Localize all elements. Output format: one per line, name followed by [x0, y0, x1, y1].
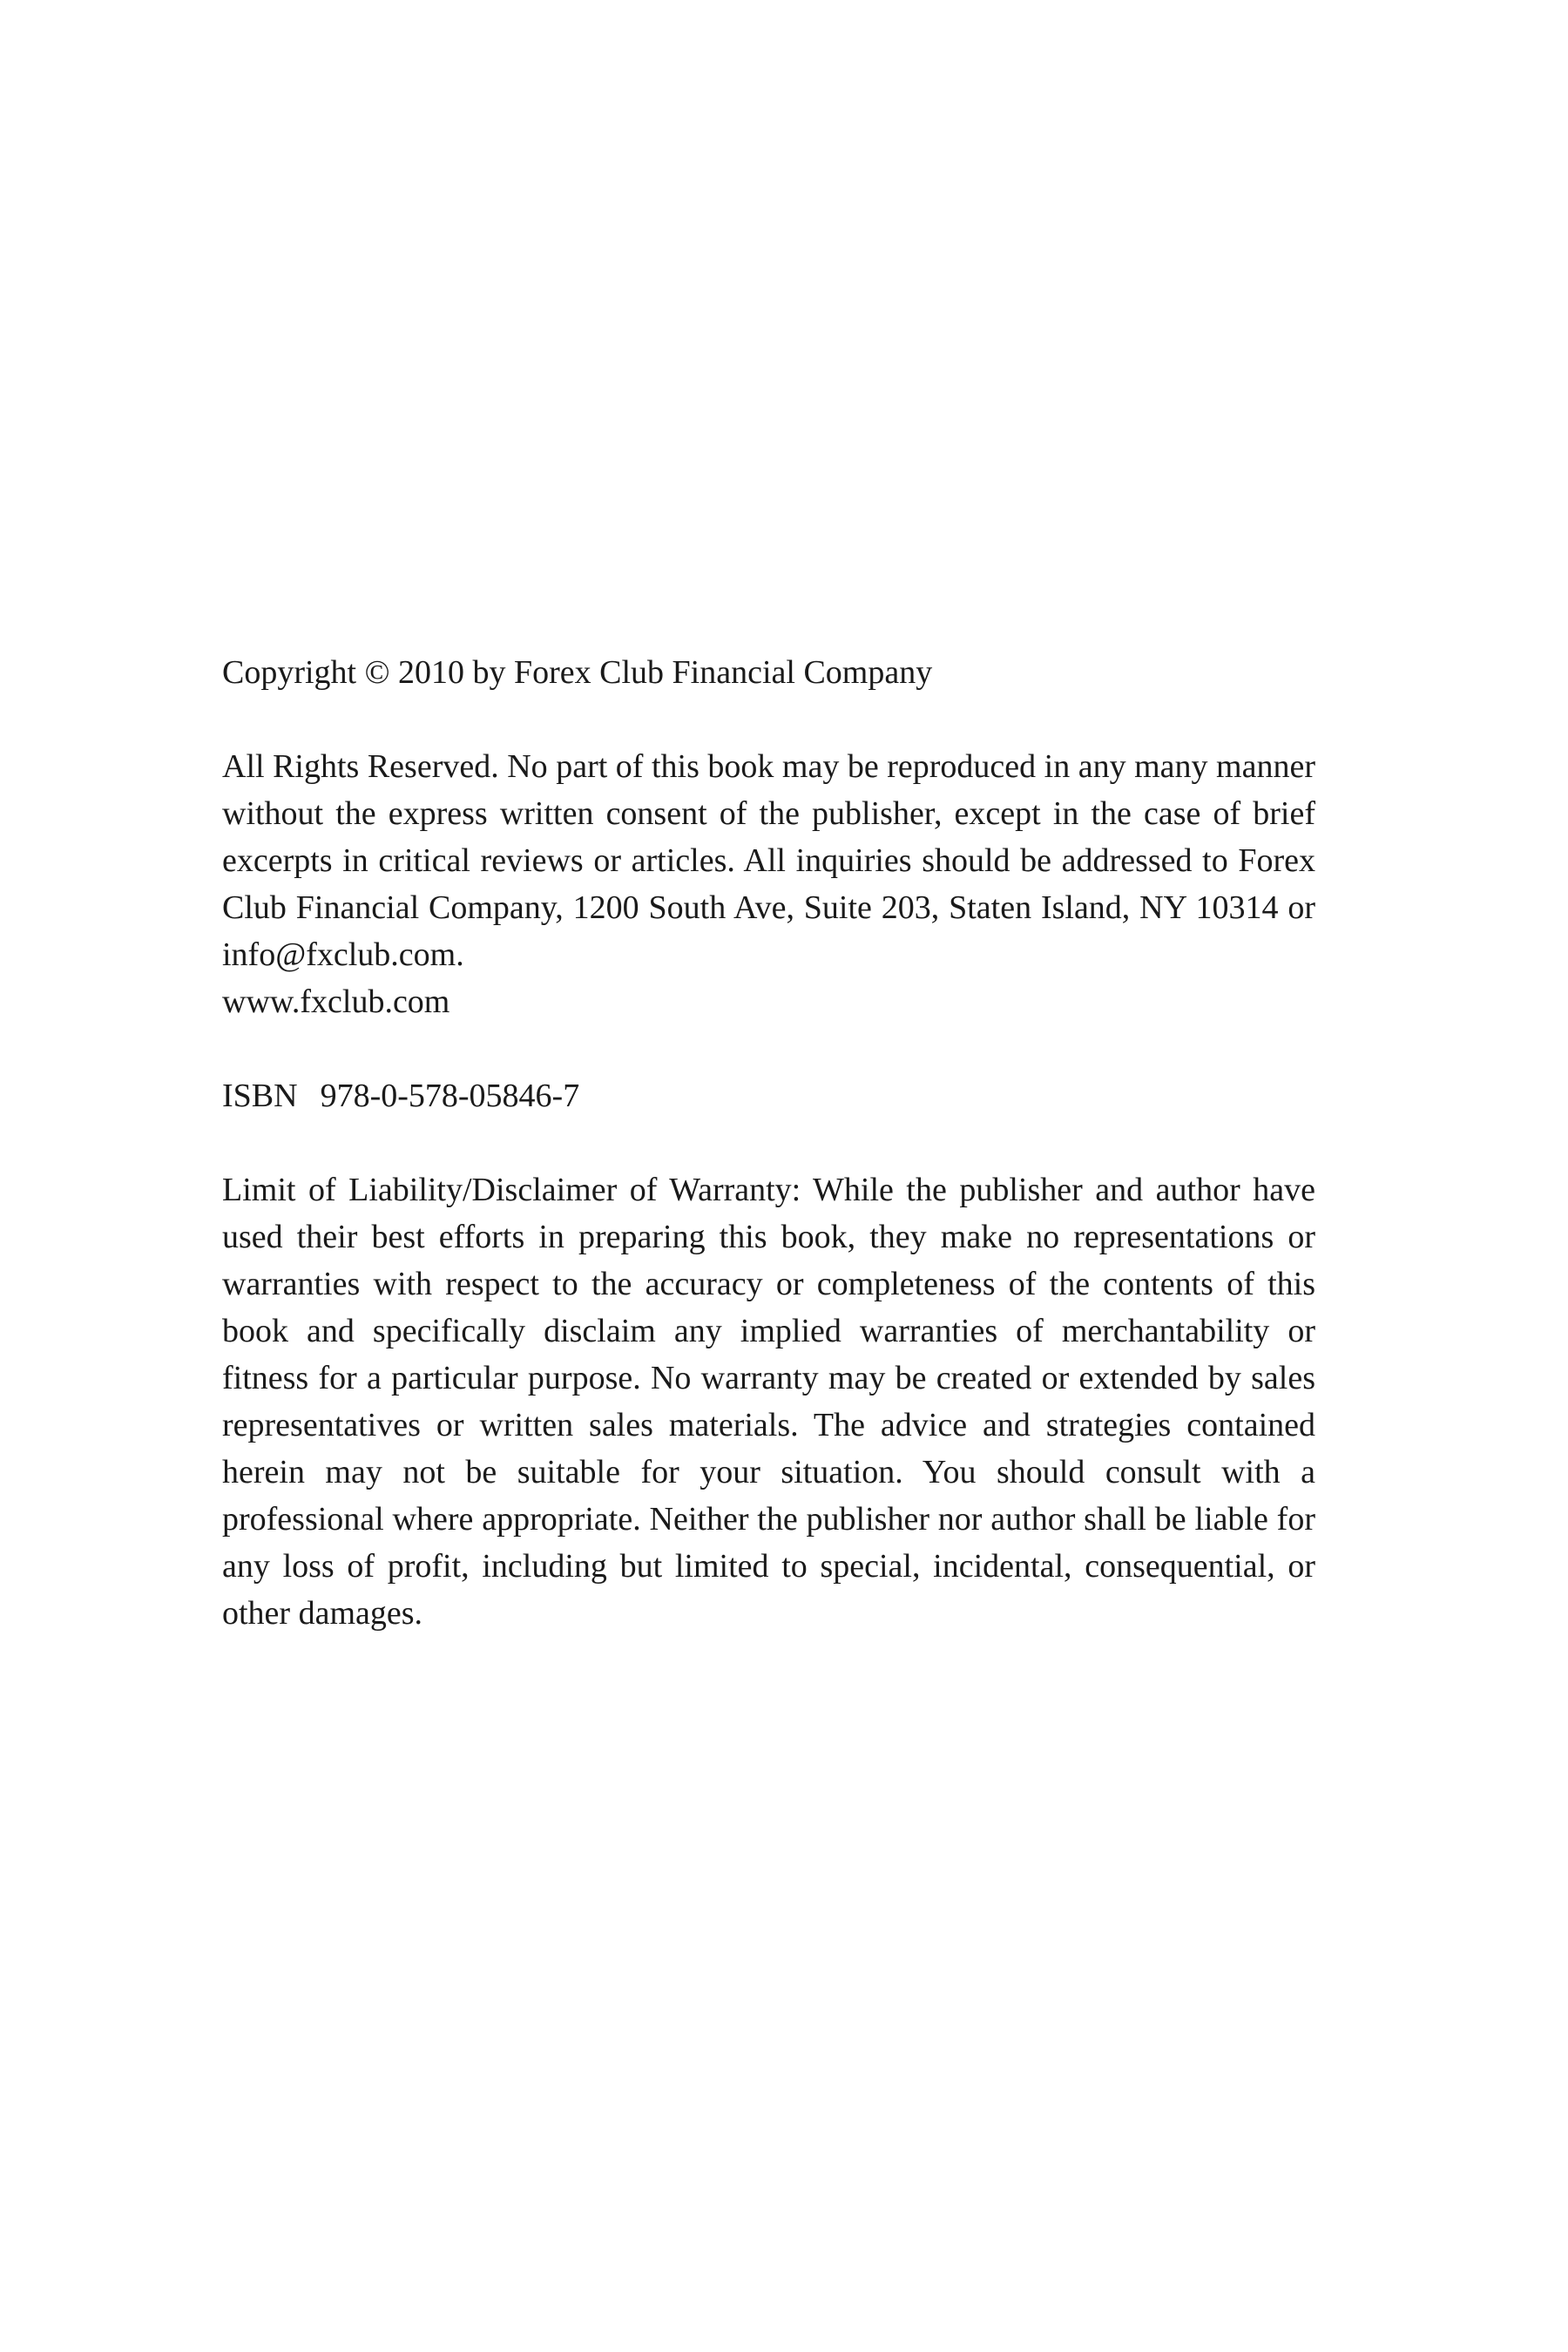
- isbn-label: ISBN: [222, 1078, 298, 1114]
- rights-paragraph: [222, 743, 1315, 1025]
- rights-text: All Rights Reserved. No part of this book may be reproduced in any many manner without the express written consent of the publisher, except in the case of brief excerpts in critical reviews or articles. All inquiries should be addressed to Forex Club Financial Company, 1200 South Ave, Suite 203, Staten Island, NY 10314 or info@fxclub.com.: [222, 748, 1315, 973]
- disclaimer-paragraph: Limit of Liability/Disclaimer of Warranty: While the publisher and author have used their best efforts in preparing this book, they make no representations or warranties with respect to the accuracy or completeness of the contents of this book and specifically disclaim any implied warranties of merchantability or fitness for a particular purpose. No warranty may be created or extended by sales representatives or written sales materials. The advice and strategies contained herein may not be suitable for your situation. You should consult with a professional where appropriate. Neither the publisher nor author shall be liable for any loss of profit, including but limited to special, incidental, consequential, or other damages.: [222, 1172, 1315, 1632]
- isbn-number: 978-0-578-05846-7: [320, 1078, 580, 1114]
- copyright-notice: Copyright © 2010 by Forex Club Financial Company: [222, 654, 933, 691]
- copyright-page-content: [222, 649, 1315, 1684]
- isbn-line: [222, 1072, 1315, 1119]
- website-url: www.fxclub.com: [222, 983, 450, 1020]
